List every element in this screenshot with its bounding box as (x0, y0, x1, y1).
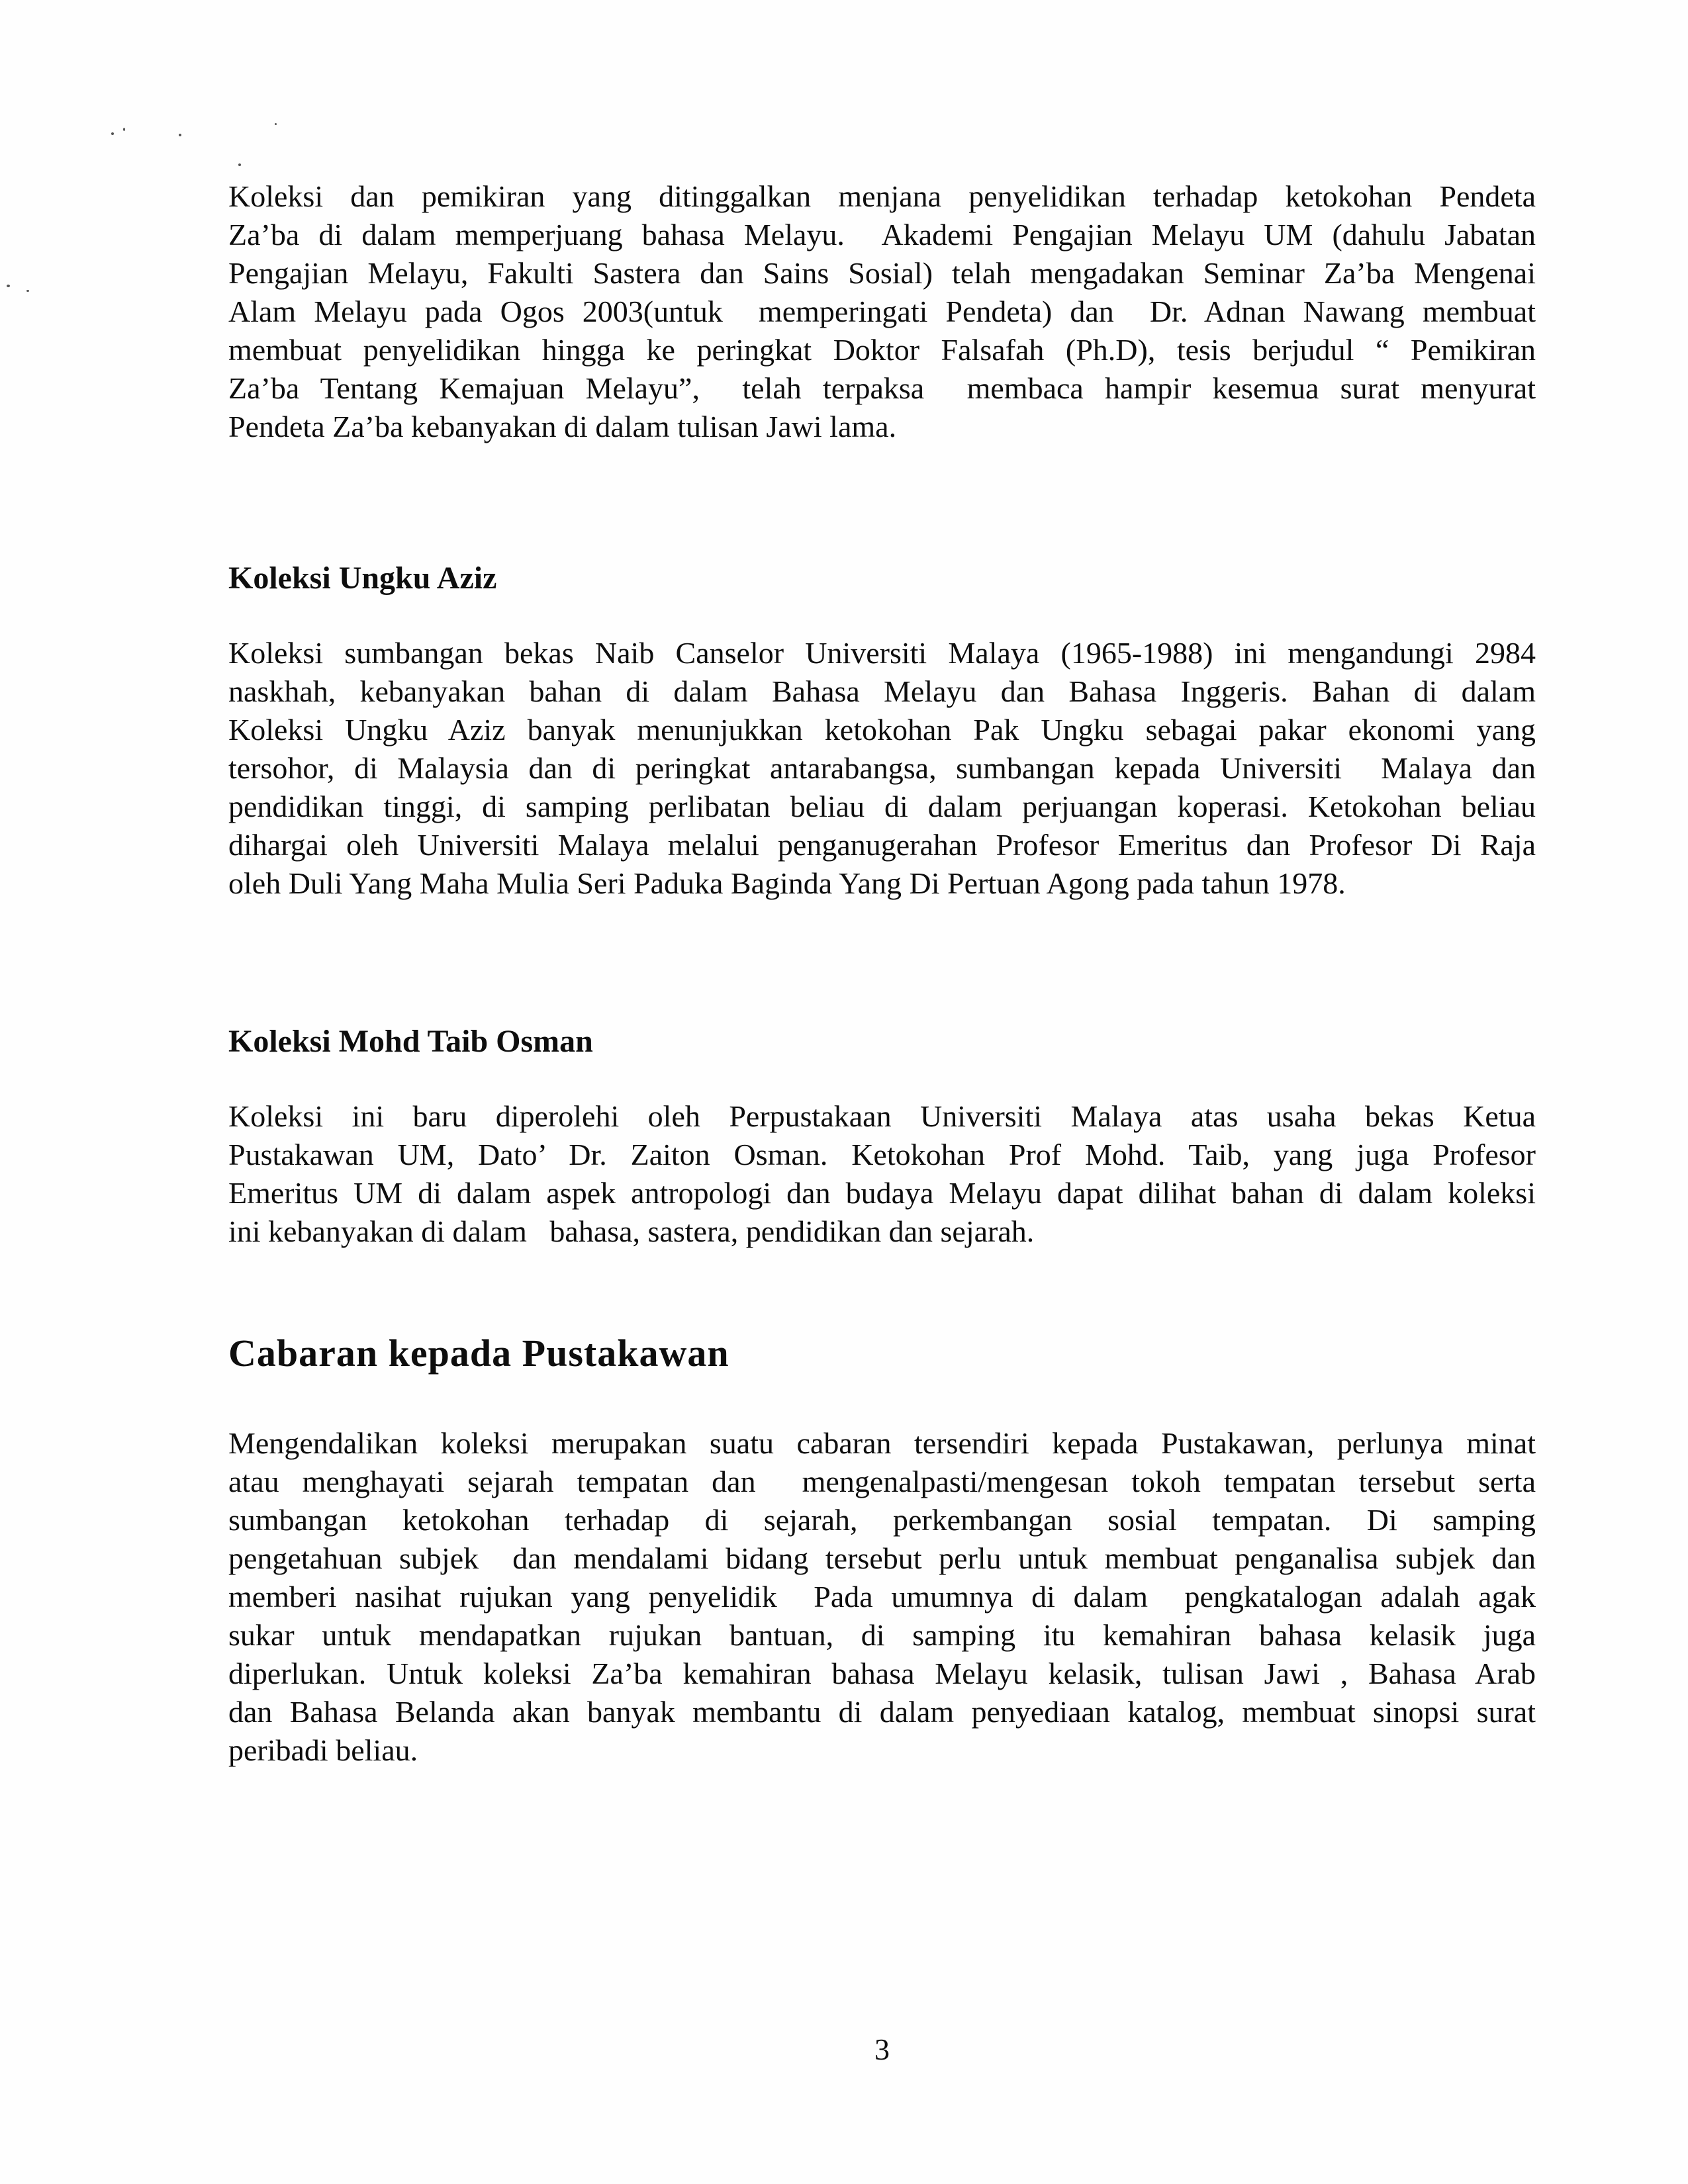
text-line: tersohor, di Malaysia dan di peringkat antarabangsa, sumbangan kepada Universiti Malaya dan (228, 751, 1536, 785)
text-line: dan Bahasa Belanda akan banyak membantu di dalam penyediaan katalog, membuat sinopsi surat (228, 1695, 1536, 1729)
text-line: Pengajian Melayu, Fakulti Sastera dan Sains Sosial) telah mengadakan Seminar Za’ba Mengenai (228, 256, 1536, 290)
text-line: Pustakawan UM, Dato’ Dr. Zaiton Osman. Ketokohan Prof Mohd. Taib, yang juga Profesor (228, 1138, 1536, 1171)
text-line: ini kebanyakan di dalam bahasa, sastera, pendidikan dan sejarah. (228, 1214, 1035, 1248)
text-line: memberi nasihat rujukan yang penyelidik Pada umumnya di dalam pengkatalogan adalah agak (228, 1580, 1536, 1614)
text-line: peribadi beliau. (228, 1733, 418, 1767)
text-line: pengetahuan subjek dan mendalami bidang tersebut perlu untuk membuat penganalisa subjek dan (228, 1541, 1536, 1575)
page-number: 3 (874, 2032, 890, 2066)
text-line: Za’ba di dalam memperjuang bahasa Melayu. Akademi Pengajian Melayu UM (dahulu Jabatan (228, 218, 1536, 251)
text-line: diperlukan. Untuk koleksi Za’ba kemahiran bahasa Melayu kelasik, tulisan Jawi , Bahasa Arab (228, 1657, 1536, 1690)
text-line: Koleksi Ungku Aziz banyak menunjukkan ketokohan Pak Ungku sebagai pakar ekonomi yang (228, 713, 1536, 747)
text-line: Mengendalikan koleksi merupakan suatu cabaran tersendiri kepada Pustakawan, perlunya minat (228, 1426, 1536, 1460)
text-line: Pendeta Za’ba kebanyakan di dalam tulisan Jawi lama. (228, 410, 897, 443)
text-line: Za’ba Tentang Kemajuan Melayu”, telah terpaksa membaca hampir kesemua surat menyurat (228, 371, 1536, 405)
text-line: atau menghayati sejarah tempatan dan mengenalpasti/mengesan tokoh tempatan tersebut serta (228, 1465, 1536, 1498)
scan-speck (111, 132, 114, 135)
text-line: pendidikan tinggi, di samping perlibatan beliau di dalam perjuangan koperasi. Ketokohan beliau (228, 790, 1536, 823)
heading-koleksi-ungku-aziz: Koleksi Ungku Aziz (228, 561, 497, 596)
text-line: sukar untuk mendapatkan rujukan bantuan, di samping itu kemahiran bahasa kelasik juga (228, 1618, 1536, 1652)
paragraph-ungku-aziz (228, 634, 1536, 903)
heading-koleksi-mohd-taib-osman: Koleksi Mohd Taib Osman (228, 1024, 593, 1059)
heading-cabaran-kepada-pustakawan: Cabaran kepada Pustakawan (228, 1332, 729, 1375)
text-line: naskhah, kebanyakan bahan di dalam Bahasa Melayu dan Bahasa Inggeris. Bahan di dalam (228, 674, 1536, 708)
scan-speck (179, 134, 181, 136)
text-line: Emeritus UM di dalam aspek antropologi dan budaya Melayu dapat dilihat bahan di dalam koleksi (228, 1176, 1536, 1210)
text-line: Koleksi sumbangan bekas Naib Canselor Universiti Malaya (1965-1988) ini mengandungi 2984 (228, 636, 1536, 670)
text-line: Alam Melayu pada Ogos 2003(untuk memperingati Pendeta) dan Dr. Adnan Nawang membuat (228, 295, 1536, 328)
paragraph-mohd-taib-osman (228, 1097, 1536, 1251)
text-line: oleh Duli Yang Maha Mulia Seri Paduka Baginda Yang Di Pertuan Agong pada tahun 1978. (228, 866, 1346, 900)
paragraph-intro (228, 177, 1536, 446)
scan-speck (238, 163, 241, 166)
scan-speck (26, 290, 29, 292)
scan-speck (7, 285, 10, 287)
text-line: Koleksi dan pemikiran yang ditinggalkan menjana penyelidikan terhadap ketokohan Pendeta (228, 179, 1536, 213)
paragraph-cabaran (228, 1424, 1536, 1770)
scan-speck (123, 128, 125, 131)
text-line: sumbangan ketokohan terhadap di sejarah, perkembangan sosial tempatan. Di samping (228, 1503, 1536, 1537)
text-line: Koleksi ini baru diperolehi oleh Perpustakaan Universiti Malaya atas usaha bekas Ketua (228, 1099, 1536, 1133)
text-line: dihargai oleh Universiti Malaya melalui penganugerahan Profesor Emeritus dan Profesor Di Raja (228, 828, 1536, 862)
scan-speck (275, 123, 277, 125)
text-line: membuat penyelidikan hingga ke peringkat Doktor Falsafah (Ph.D), tesis berjudul “ Pemikiran (228, 333, 1536, 367)
